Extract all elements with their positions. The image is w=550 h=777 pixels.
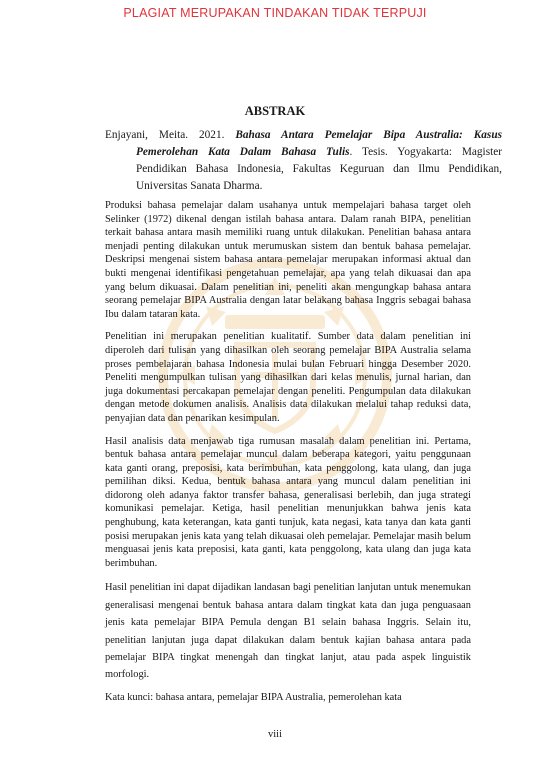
keywords: Kata kunci: bahasa antara, pemelajar BIPA Australia, pemerolehan kata: [105, 691, 402, 703]
paragraph-method: Penelitian ini merupakan penelitian kualitatif. Sumber data dalam penelitian ini diperoleh dari tulisan yang dihasilkan oleh seorang pemelajar BIPA Australia selama proses pembelajaran bahasa Indonesia mulai bulan Februari hingga Desember 2020. Peneliti mengumpulkan tulisan yang dihasilkan dari kelas menulis, jurnal harian, dan juga dokumentasi percakapan pemelajar dengan peneliti. Pengumpulan data dilakukan dengan metode dokumen analisis. Analisis data dilakukan melalui tahap reduksi data, penyajian data dan penarikan kesimpulan.: [105, 331, 471, 424]
citation-work-title: Bahasa Antara Pemelajar Bipa Australia: Kasus Pemerolehan Kata Dalam Bahasa Tulis: [136, 129, 503, 158]
paragraph-further-research: Hasil penelitian ini dapat dijadikan landasan bagi penelitian lanjutan untuk menemukan generalisasi mengenai bentuk bahasa antara dalam tingkat kata dan juga penguasaan jenis kata pemelajar BIPA Pemula dengan B1 selain bahasa Inggris. Selain itu, penelitian lanjutan juga dapat dilakukan dalam bentuk kajian bahasa antara pada pemelajar BIPA tingkat menengah dan tingkat lanjut, atau pada aspek linguistik morfologi.: [105, 582, 471, 681]
paragraph-background: Produksi bahasa pemelajar dalam usahanya untuk mempelajari bahasa target oleh Selinker (1972) dikenal dengan istilah bahasa antara. Dalam ranah BIPA, penelitian terkait bahasa antara masih memiliki ruang untuk dilakukan. Penelitian bahasa antara menjadi penting dilakukan untuk merumuskan sistem dan bentuk bahasa pemelajar. Deskripsi mengenai sistem bahasa antara pemelajar merupakan informasi aktual dan bukti mengenai identifikasi pengetahuan pemelajar, apa yang telah dikuasai dan apa yang belum dikuasai. Dalam penelitian ini, peneliti akan mengungkap bahasa antara seorang pemelajar BIPA Australia dengan latar belakang bahasa Inggris sebagai bahasa Ibu dalam tataran kata.: [105, 200, 471, 320]
page-number: viii: [267, 729, 282, 740]
citation-author-year: Enjayani, Meita. 2021.: [105, 129, 236, 141]
abstract-title: ABSTRAK: [244, 104, 306, 118]
paragraph-results: Hasil analisis data menjawab tiga rumusan masalah dalam penelitian ini. Pertama, bentuk bahasa antara pemelajar muncul dalam beberapa kategori, yaitu penggunaan kata ganti orang, preposisi, kata berimbuhan, kata penggolong, kata ulang, dan juga pemilihan diksi. Kedua, bentuk bahasa antara yang muncul dalam penelitian ini didorong oleh adanya faktor transfer bahasa, generalisasi berlebih, dan juga strategi komunikasi pemelajar. Ketiga, hasil penelitian menunjukkan bahwa jenis kata penghubung, kata keterangan, kata ganti tunjuk, kata negasi, kata tanya dan kata ganti posisi merupakan jenis kata yang telah dikuasai oleh pemelajar. Pemelajar masih belum menguasai jenis kata preposisi, kata ganti, kata penggolong, kata ulang dan juga kata berimbuhan.: [105, 435, 471, 569]
abstract-body: [105, 199, 471, 713]
citation-details: . Tesis. Yogyakarta: Magister Pendidikan Bahasa Indonesia, Fakultas Keguruan dan Ilmu Pendidikan, Universitas Sanata Dharma.: [136, 146, 503, 192]
plagiarism-warning-banner: PLAGIAT MERUPAKAN TINDAKAN TIDAK TERPUJI: [123, 6, 427, 20]
citation: [105, 127, 502, 195]
